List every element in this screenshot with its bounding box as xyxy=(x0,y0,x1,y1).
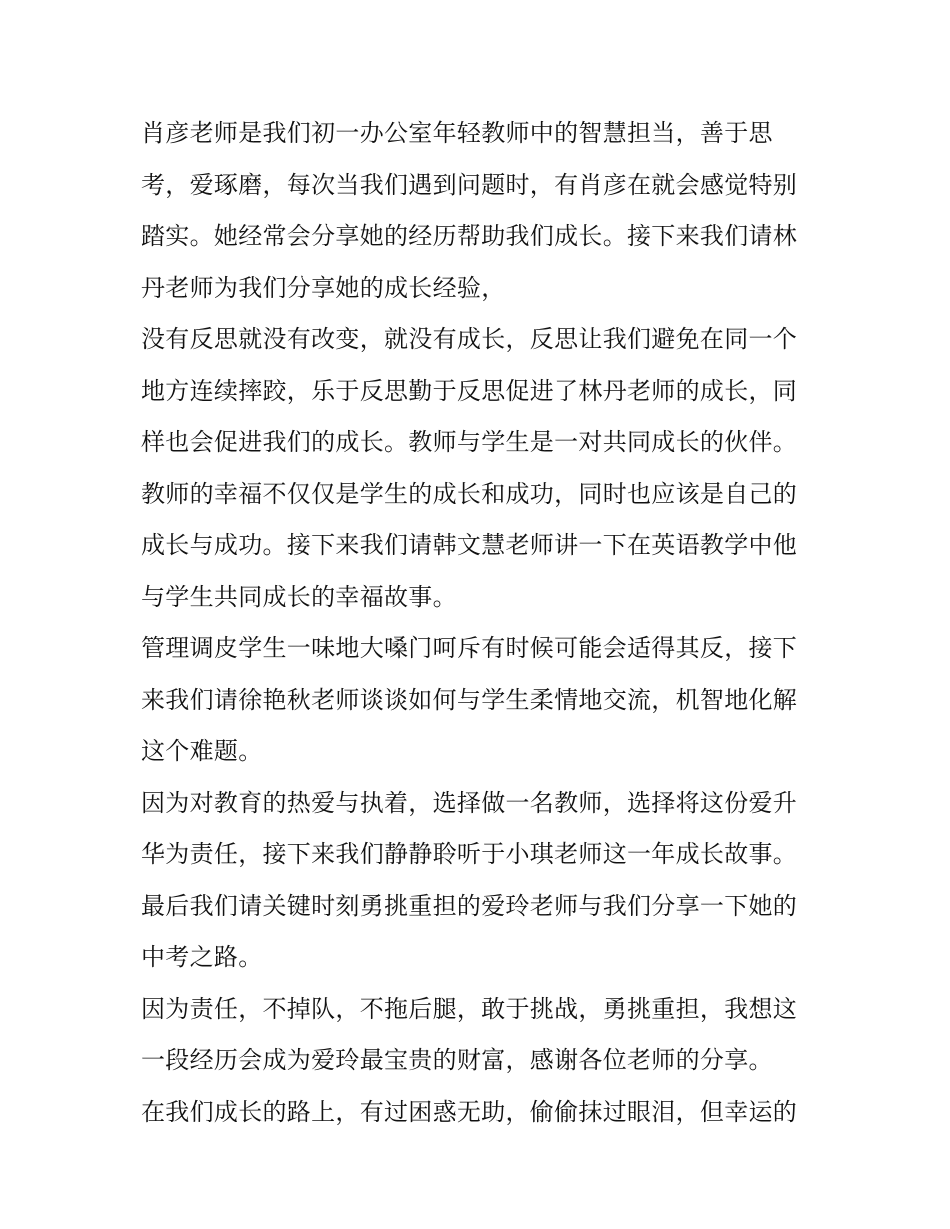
text-line: 一段经历会成为爱玲最宝贵的财富，感谢各位老师的分享。 xyxy=(141,1046,773,1074)
text-line: 最后我们请关键时刻勇挑重担的爱玲老师与我们分享一下她的 xyxy=(141,891,798,920)
text-line: 中考之路。 xyxy=(141,943,263,971)
text-line: 成长与成功。接下来我们请韩文慧老师讲一下在英语教学中他 xyxy=(141,531,798,559)
text-line: 丹老师为我们分享她的成长经验， xyxy=(141,273,506,302)
text-line: 来我们请徐艳秋老师谈谈如何与学生柔情地交流，机智地化解 xyxy=(141,685,798,714)
text-line: 肖彦老师是我们初一办公室年轻教师中的智慧担当，善于思 xyxy=(141,119,773,147)
document-body xyxy=(141,108,817,1138)
text-line: 因为责任，不掉队，不拖后腿，敢于挑战，勇挑重担，我想这 xyxy=(141,994,798,1023)
text-line: 管理调皮学生一味地大嗓门呵斥有时候可能会适得其反，接下 xyxy=(141,634,798,662)
text-line: 华为责任，接下来我们静静聆听于小琪老师这一年成长故事。 xyxy=(141,840,798,868)
text-line: 教师的幸福不仅仅是学生的成长和成功，同时也应该是自己的 xyxy=(141,479,798,508)
text-line: 地方连续摔跤，乐于反思勤于反思促进了林丹老师的成长，同 xyxy=(141,376,798,405)
text-line: 样也会促进我们的成长。教师与学生是一对共同成长的伙伴。 xyxy=(141,428,798,456)
text-line: 与学生共同成长的幸福故事。 xyxy=(141,582,457,611)
text-line: 在我们成长的路上，有过困惑无助，偷偷抹过眼泪，但幸运的 xyxy=(141,1097,798,1126)
text-line: 踏实。她经常会分享她的经历帮助我们成长。接下来我们请林 xyxy=(141,222,798,250)
text-line: 考，爱琢磨，每次当我们遇到问题时，有肖彦在就会感觉特别 xyxy=(141,170,798,199)
text-line: 这个难题。 xyxy=(141,737,263,765)
text-line: 因为对教育的热爱与执着，选择做一名教师，选择将这份爱升 xyxy=(141,788,798,817)
text-line: 没有反思就没有改变，就没有成长，反思让我们避免在同一个 xyxy=(141,325,798,353)
